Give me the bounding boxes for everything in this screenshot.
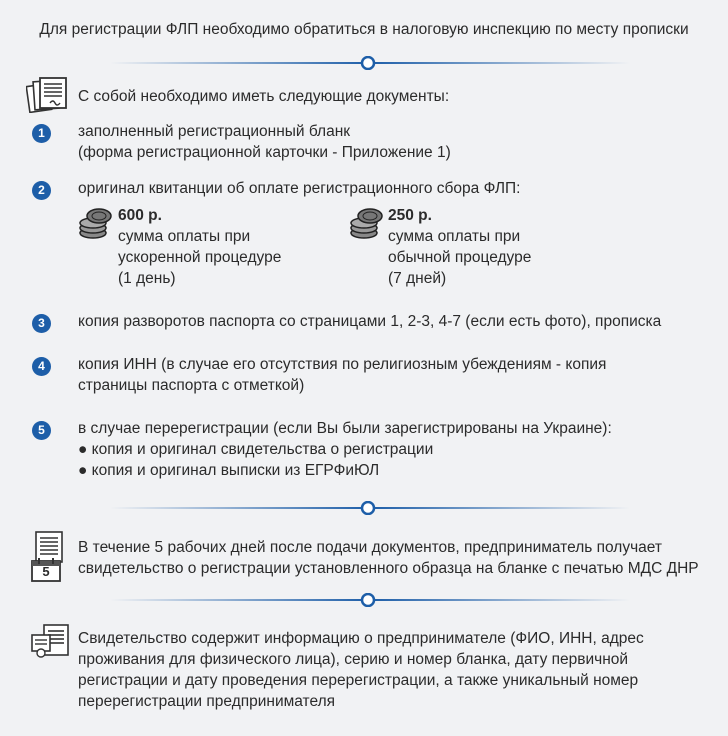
item-number-1: 1 xyxy=(32,124,51,143)
calendar-day: 5 xyxy=(42,564,50,579)
item-number-3: 3 xyxy=(32,314,51,333)
item-5-line-3: ● копия и оригинал выписки из ЕГРФиЮЛ xyxy=(78,462,380,479)
coins-icon xyxy=(78,208,114,240)
certificate-line-1: Свидетельство содержит информацию о предпринимателе (ФИО, ИНН, адрес xyxy=(78,630,644,647)
divider xyxy=(110,56,630,70)
fee-2-line-2: обычной процедуре xyxy=(388,249,532,266)
item-5-line-2: ● копия и оригинал свидетельства о регистрации xyxy=(78,441,434,458)
fee-1-line-3: (1 день) xyxy=(118,270,176,287)
fee-2-line-3: (7 дней) xyxy=(388,270,447,287)
term-line-2: свидетельство о регистрации установленного образца на бланке с печатью МДС ДНР xyxy=(78,560,699,577)
item-1-line-1: заполненный регистрационный бланк xyxy=(78,123,351,140)
documents-icon xyxy=(26,77,70,113)
fee-amount-1: 600 р. xyxy=(118,207,162,224)
coins-icon xyxy=(349,208,385,240)
item-4-line-2: страницы паспорта с отметкой) xyxy=(78,377,305,394)
item-number-2: 2 xyxy=(32,181,51,200)
certificate-line-4: перерегистрации предпринимателя xyxy=(78,693,336,710)
certificate-line-2: проживания для физического лица), серию и номер бланка, дату первичной xyxy=(78,651,629,668)
item-4-line-1: копия ИНН (в случае его отсутствия по религиозным убеждениям - копия xyxy=(78,356,607,373)
fee-2-line-1: сумма оплаты при xyxy=(388,228,521,245)
fee-1-line-1: сумма оплаты при xyxy=(118,228,251,245)
certificate-line-3: регистрации и дату проведения перерегистрации, а также уникальный номер xyxy=(78,672,639,689)
item-3-line-1: копия разворотов паспорта со страницами 1, 2-3, 4-7 (если есть фото), прописка xyxy=(78,313,662,330)
intro-text: С собой необходимо иметь следующие документы: xyxy=(78,88,450,105)
fee-1-line-2: ускоренной процедуре xyxy=(118,249,282,266)
fee-amount-2: 250 р. xyxy=(388,207,432,224)
page-title: Для регистрации ФЛП необходимо обратиться в налоговую инспекцию по месту прописки xyxy=(39,21,689,38)
item-2-line-1: оригинал квитанции об оплате регистрационного сбора ФЛП: xyxy=(78,180,521,197)
item-number-5: 5 xyxy=(32,421,51,440)
divider xyxy=(110,593,630,607)
divider xyxy=(110,501,630,515)
certificate-document-icon xyxy=(30,623,72,659)
item-5-line-1: в случае перерегистрации (если Вы были зарегистрированы на Украине): xyxy=(78,420,612,437)
item-number-4: 4 xyxy=(32,357,51,376)
term-line-1: В течение 5 рабочих дней после подачи документов, предприниматель получает xyxy=(78,539,663,556)
item-1-line-2: (форма регистрационной карточки - Приложение 1) xyxy=(78,144,451,161)
